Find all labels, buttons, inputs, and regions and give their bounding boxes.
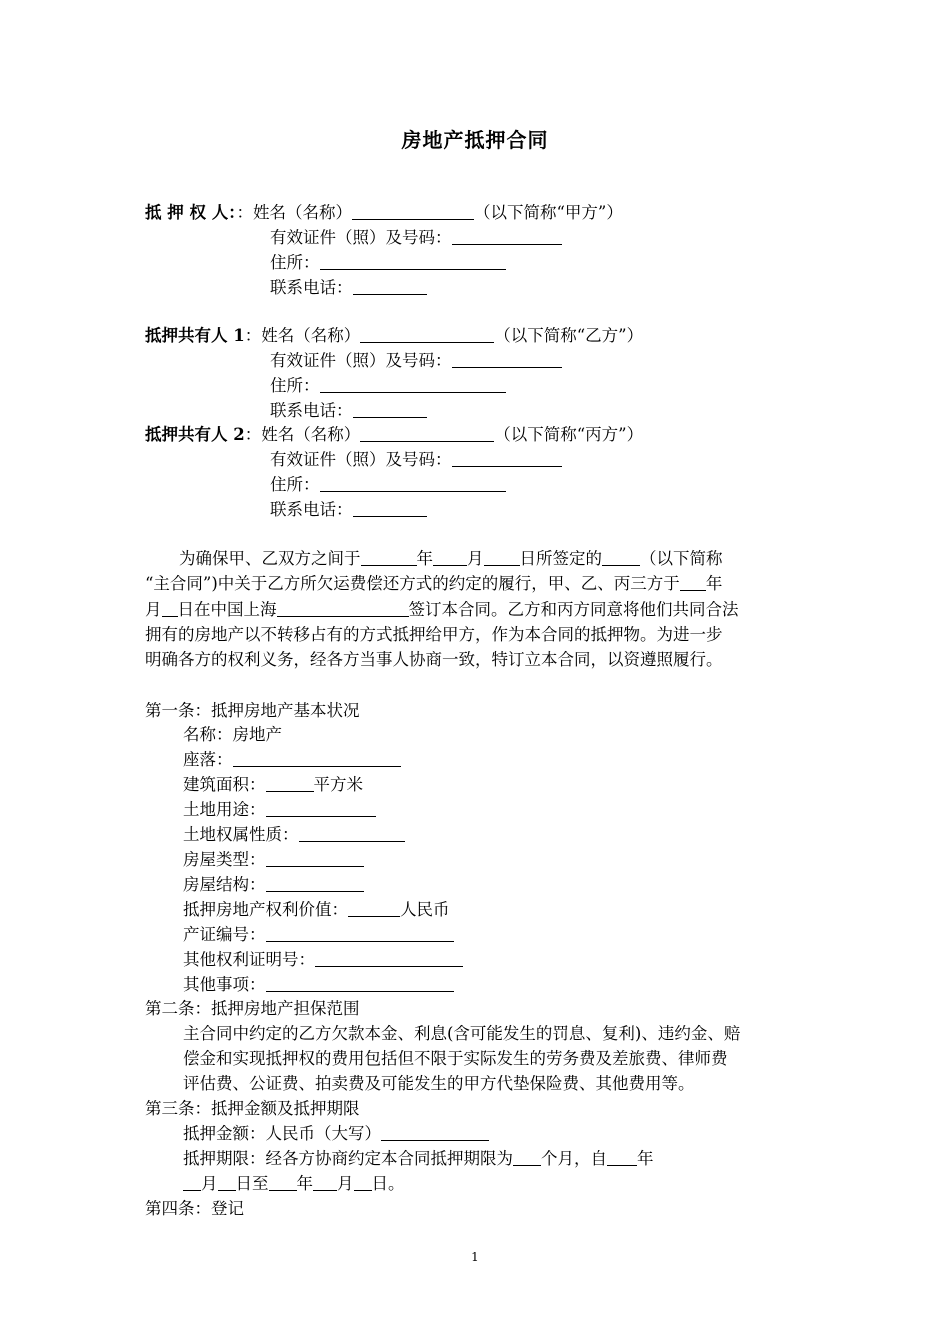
blank [320, 252, 506, 270]
co-owner1-id-line [270, 348, 562, 373]
land-use-label: 土地用途： [183, 800, 266, 819]
blank [299, 824, 405, 842]
house-structure-line [183, 872, 364, 897]
blank [513, 1148, 541, 1166]
intro-text: “主合同”)中关于乙方所欠运费偿还方式的约定的履行，甲、乙、丙三方于 [145, 574, 680, 594]
blank [602, 548, 640, 566]
blank [266, 774, 314, 792]
term-text: 年 [296, 1174, 313, 1193]
amount-line [183, 1121, 489, 1146]
area-line [183, 772, 363, 797]
intro-text: 签订本合同。乙方和丙方同意将他们共同合法 [408, 599, 739, 619]
mortgagee-phone-line [270, 275, 427, 300]
blank [277, 599, 409, 617]
mortgagee-name-line: 抵 押 权 人：：姓名（名称） （以下简称“甲方”） [145, 203, 623, 222]
location-label: 座落： [183, 750, 233, 769]
blank [607, 1148, 637, 1166]
intro-text: 年 [416, 549, 433, 568]
blank [353, 277, 427, 295]
co-owner1-alias: （以下简称“乙方”） [494, 326, 644, 345]
land-right-line [183, 822, 405, 847]
blank [320, 375, 506, 393]
blank [360, 424, 494, 442]
blank [452, 227, 562, 245]
intro-text: 年 [705, 574, 723, 594]
co-owner1-address-line [270, 373, 506, 398]
house-structure-label: 房屋结构： [183, 875, 266, 894]
term-text: 月 [201, 1174, 218, 1193]
page-number: 1 [471, 1250, 479, 1264]
mortgagee-label: 抵 押 权 人 [145, 203, 229, 222]
amount-label: 抵押金额：人民币（大写） [183, 1124, 381, 1143]
blank [484, 548, 520, 566]
term-label: 抵押期限：经各方协商约定本合同抵押期限为 [183, 1149, 513, 1168]
intro-text: 日所签定的 [519, 549, 602, 568]
article-2-text: 偿金和实现抵押权的费用包括但不限于实际发生的劳务费及差旅费、律师费 [183, 1049, 728, 1068]
blank [361, 548, 417, 566]
phone-label: 联系电话： [270, 278, 353, 297]
term-line-2 [183, 1171, 405, 1196]
blank [266, 849, 364, 867]
article-4-heading: 第四条：登记 [145, 1199, 244, 1218]
value-line [183, 897, 450, 922]
id-label: 有效证件（照）及号码： [270, 351, 452, 370]
term-text: 日。 [371, 1174, 405, 1193]
mortgagee-alias: （以下简称“甲方”） [473, 203, 623, 222]
blank [433, 548, 467, 566]
intro-text: （以下简称 [640, 549, 723, 568]
mortgagee-address-line [270, 250, 506, 275]
blank [269, 1173, 297, 1191]
term-text: 日至 [235, 1174, 269, 1193]
blank [360, 325, 494, 343]
blank [354, 1173, 372, 1191]
area-label: 建筑面积： [183, 775, 266, 794]
other-matters-label: 其他事项： [183, 975, 266, 994]
blank [266, 874, 364, 892]
term-line [183, 1146, 654, 1171]
article-3-heading: 第三条：抵押金额及抵押期限 [145, 1099, 360, 1118]
intro-text: 月 [145, 599, 162, 619]
house-type-line [183, 847, 364, 872]
other-cert-label: 其他权利证明号： [183, 950, 315, 969]
blank [233, 749, 401, 767]
location-line [183, 747, 401, 772]
blank [162, 599, 178, 617]
blank [680, 573, 706, 591]
co-owner2-name-label: ：姓名（名称） [244, 425, 361, 444]
intro-text: 拥有的房地产以不转移占有的方式抵押给甲方，作为本合同的抵押物。为进一步 [145, 624, 723, 644]
id-label: 有效证件（照）及号码： [270, 450, 452, 469]
other-matters-line [183, 972, 454, 997]
blank [348, 899, 400, 917]
document-title: 房地产抵押合同 [401, 128, 549, 152]
address-label: 住所： [270, 475, 320, 494]
article-2-heading: 第二条：抵押房地产担保范围 [145, 999, 360, 1018]
blank [352, 202, 474, 220]
co-owner1-name-line [145, 323, 643, 348]
land-use-line [183, 797, 376, 822]
blank [320, 474, 506, 492]
land-right-label: 土地权属性质： [183, 825, 299, 844]
blank [218, 1173, 236, 1191]
blank [315, 949, 463, 967]
intro-text: 为确保甲、乙双方之间于 [179, 549, 361, 568]
co-owner2-address-line [270, 472, 506, 497]
co-owner2-label: 抵押共有人 2 [145, 425, 245, 444]
article-2-text: 主合同中约定的乙方欠款本金、利息(含可能发生的罚息、复利)、违约金、赔 [183, 1024, 741, 1043]
co-owner1-phone-line [270, 398, 427, 423]
value-unit: 人民币 [400, 900, 450, 919]
co-owner1-label: 抵押共有人 1 [145, 326, 245, 345]
blank [452, 449, 562, 467]
phone-label: 联系电话： [270, 500, 353, 519]
co-owner2-id-line [270, 447, 562, 472]
blank [353, 400, 427, 418]
blank [313, 1173, 337, 1191]
intro-text: 月 [467, 549, 484, 568]
blank [266, 924, 454, 942]
id-label: 有效证件（照）及号码： [270, 228, 452, 247]
blank [266, 974, 454, 992]
blank [381, 1123, 489, 1141]
co-owner1-name-label: ：姓名（名称） [244, 326, 361, 345]
blank [353, 499, 427, 517]
area-unit: 平方米 [313, 775, 363, 794]
phone-label: 联系电话： [270, 401, 353, 420]
address-label: 住所： [270, 376, 320, 395]
other-cert-line [183, 947, 463, 972]
cert-no-line [183, 922, 454, 947]
co-owner2-phone-line [270, 497, 427, 522]
intro-paragraph [145, 546, 810, 672]
co-owner2-name-line [145, 422, 643, 447]
intro-text: 明确各方的权利义务，经各方当事人协商一致，特订立本合同，以资遵照履行。 [145, 650, 723, 670]
blank [183, 1173, 201, 1191]
blank [452, 350, 562, 368]
blank [266, 799, 376, 817]
cert-no-label: 产证编号： [183, 925, 266, 944]
property-name: 名称：房地产 [183, 725, 282, 744]
term-text: 年 [637, 1149, 654, 1168]
value-label: 抵押房地产权利价值： [183, 900, 348, 919]
intro-text: 日在中国上海 [177, 599, 277, 619]
term-text: 个月，自 [541, 1149, 607, 1168]
article-2-text: 评估费、公证费、拍卖费及可能发生的甲方代垫保险费、其他费用等。 [183, 1074, 695, 1093]
address-label: 住所： [270, 253, 320, 272]
mortgagee-id-line [270, 225, 562, 250]
co-owner2-alias: （以下简称“丙方”） [494, 425, 644, 444]
house-type-label: 房屋类型： [183, 850, 266, 869]
article-1-heading: 第一条：抵押房地产基本状况 [145, 701, 360, 720]
term-text: 月 [337, 1174, 354, 1193]
mortgagee-name-label: ：姓名（名称） [236, 203, 352, 222]
